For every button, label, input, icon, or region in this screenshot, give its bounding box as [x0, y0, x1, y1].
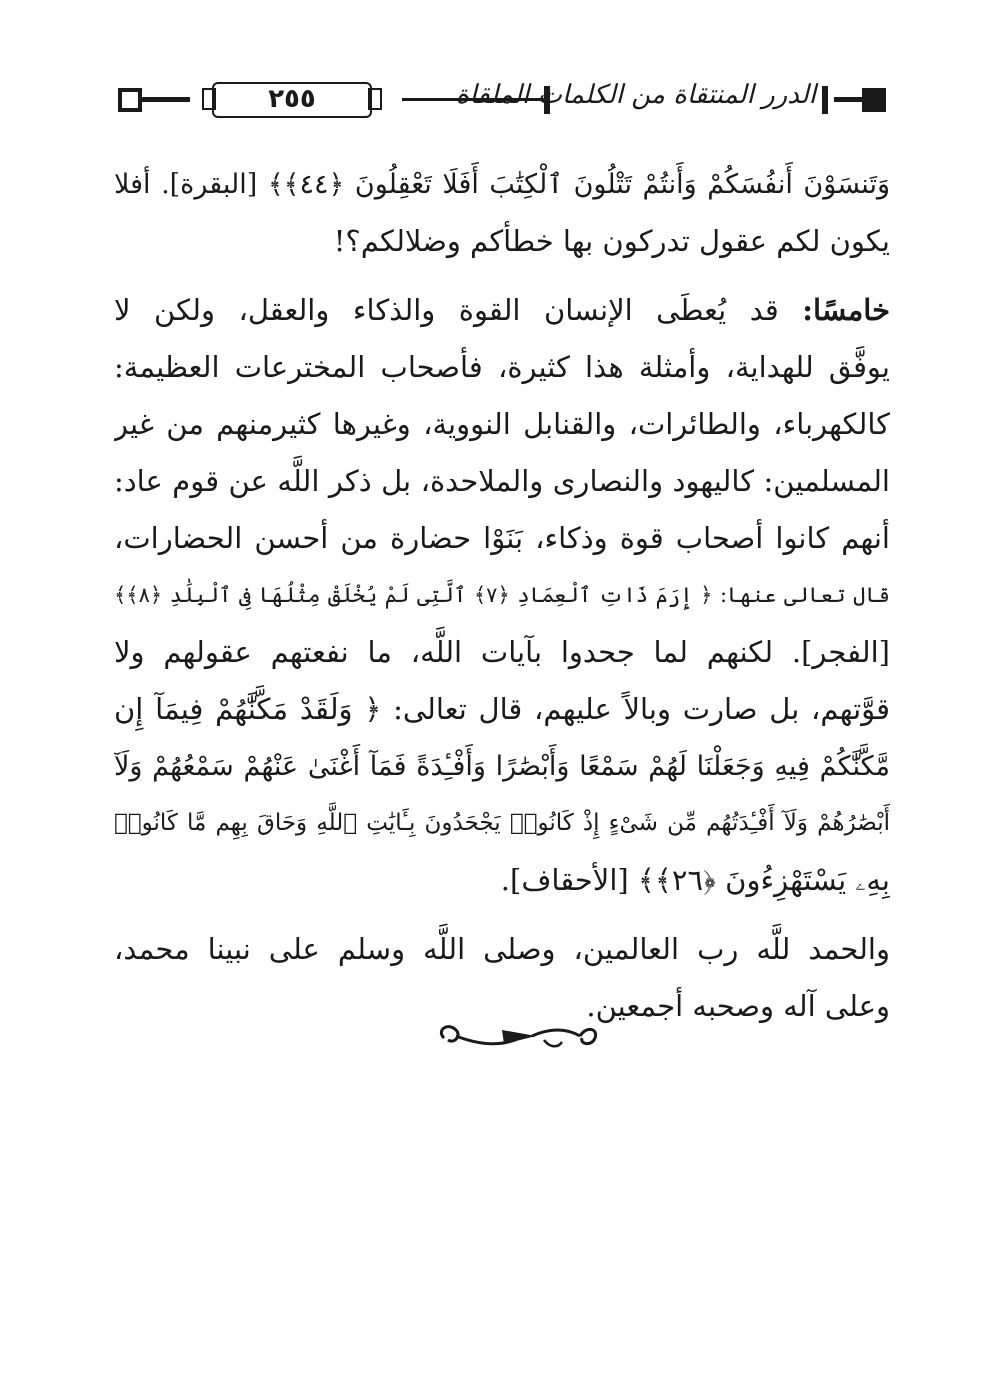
closing-ornament-icon [432, 1016, 602, 1056]
header-rule-left [142, 97, 190, 102]
text-line: أنهم كانوا أصحاب قوة وذكاء، بَنَوْا حضارة من أحسن الحضارات، [114, 521, 890, 555]
paragraph-1 [114, 156, 890, 270]
page-number-box [202, 78, 382, 122]
text-line: [الفجر]. لكنهم لما جحدوا بآيات اللَّه، ما نفعتهم عقولهم ولا [114, 635, 890, 669]
text-line: وَتَنسَوْنَ أَنفُسَكُمْ وَأَنتُمْ تَتْلُونَ ٱلْكِتَٰبَ أَفَلَا تَعْقِلُونَ ﴿٤٤﴾﴾ [البقرة]. أفلا [114, 169, 890, 200]
text-line: قال تعالى عنها: ﴿ إِرَمَ ذَاتِ ٱلْعِمَادِ ﴿٧﴾ ٱلَّتِى لَمْ يُخْلَقْ مِثْلُهَا فِى ٱلْبِلَٰدِ ﴿٨﴾﴾ [114, 583, 890, 607]
book-title: الدرر المنتقاة من الكلمات الملقاة [455, 80, 816, 110]
text-line: يوفَّق للهداية، وأمثلة هذا كثيرة، فأصحاب المخترعات العظيمة: [114, 350, 890, 384]
text-line: والحمد للَّه رب العالمين، وصلى اللَّه وسلم على نبينا محمد، [114, 932, 890, 966]
page-number: ٢٥٥ [268, 84, 316, 114]
text-span: قد يُعطَى الإنسان القوة والذكاء والعقل، ولكن لا [114, 293, 803, 327]
header-right-square-ornament [862, 88, 886, 112]
paragraph-lead-word: خامسًا: [802, 293, 890, 327]
header-left-square-ornament [118, 88, 142, 112]
text-line: مَّكَّنَّٰكُمْ فِيهِ وَجَعَلْنَا لَهُمْ سَمْعًا وَأَبْصَٰرًا وَأَفْـِٔدَةً فَمَآ أَغْنَىٰ عَنْهُمْ سَمْعُهُمْ وَلَآ [114, 751, 890, 782]
page-header [112, 78, 892, 134]
text-line: المسلمين: كاليهود والنصارى والملاحدة، بل ذكر اللَّه عن قوم عاد: [114, 464, 890, 498]
page-body [114, 156, 890, 1035]
text-line: أَبْصَٰرُهُمْ وَلَآ أَفْـِٔدَتُهُم مِّن شَىْءٍ إِذْ كَانُوا۟ يَجْحَدُونَ بِـَٔايَٰتِ ٱللَّهِ وَحَاقَ بِهِم مَّا كَانُوا۟ [114, 810, 890, 836]
paragraph-2 [114, 282, 890, 909]
text-line: بِهِۦ يَسْتَهْزِءُونَ ﴿٢٦﴾﴾ [الأحقاف]. [500, 863, 890, 897]
header-bar-right [822, 86, 828, 114]
text-line [114, 282, 890, 339]
text-line: يكون لكم عقول تدركون بها خطأكم وضلالكم؟! [333, 224, 890, 258]
header-rule-right [834, 97, 862, 102]
text-line: قوَّتهم، بل صارت وبالاً عليهم، قال تعالى: ﴿ وَلَقَدْ مَكَّنَّٰهُمْ فِيمَآ إِن [114, 692, 890, 726]
text-line: وعلى آله وصحبه أجمعين. [586, 989, 890, 1023]
text-line: كالكهرباء، والطائرات، والقنابل النووية، وغيرها كثيرمنهم من غير [114, 407, 890, 441]
